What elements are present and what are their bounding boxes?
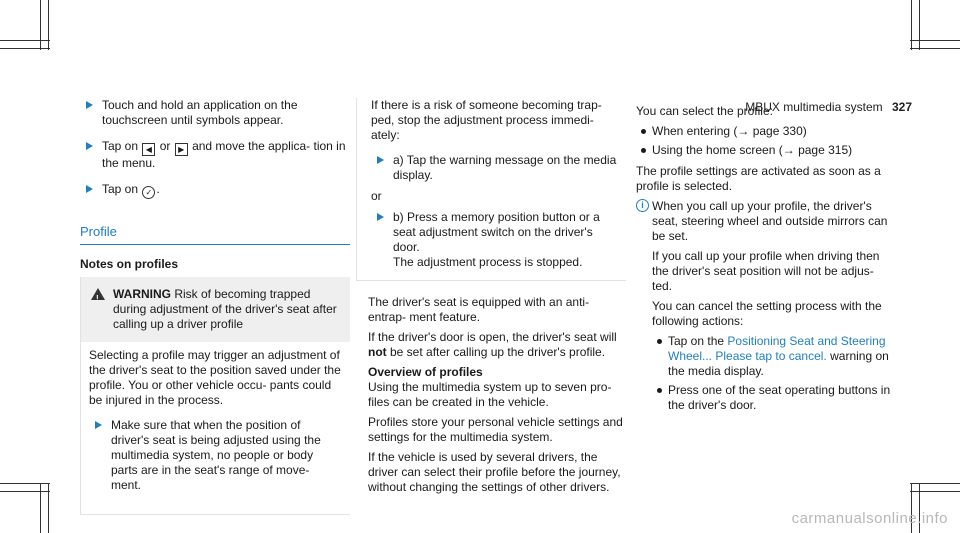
step-arrow-icon bbox=[377, 213, 384, 221]
crop-mark bbox=[910, 491, 960, 492]
step-text: Tap on bbox=[102, 139, 139, 153]
list-item: Using the home screen (→ page 315) bbox=[636, 143, 896, 158]
crop-mark bbox=[0, 491, 50, 492]
arrow-left-icon: ◀ bbox=[142, 143, 155, 156]
crop-mark bbox=[910, 48, 960, 49]
step-text: and move the applica- tion in the menu. bbox=[102, 139, 346, 170]
step-a bbox=[371, 153, 618, 183]
column-middle bbox=[356, 98, 626, 500]
crop-mark bbox=[0, 483, 50, 484]
warning-continuation bbox=[356, 98, 626, 281]
crop-mark bbox=[48, 0, 49, 50]
crop-mark bbox=[910, 483, 960, 484]
crop-mark bbox=[910, 40, 960, 41]
check-circle-icon: ✓ bbox=[142, 186, 155, 199]
step-text: Tap on bbox=[102, 182, 139, 196]
arrow-right-icon: ▶ bbox=[175, 143, 188, 156]
info-icon: i bbox=[636, 199, 649, 212]
watermark: carmanualsonline.info bbox=[791, 510, 948, 527]
crop-mark bbox=[0, 40, 50, 41]
warning-step bbox=[89, 418, 342, 493]
overview-heading: Overview of profiles bbox=[368, 365, 483, 379]
crop-mark bbox=[919, 0, 920, 50]
warning-text: Risk of becoming trapped during adjustment of the driver's seat after calling up a driver profile bbox=[113, 287, 337, 331]
step-b bbox=[371, 210, 618, 270]
step-arrow-icon bbox=[86, 101, 93, 109]
warning-paragraph: Selecting a profile may trigger an adjustment of the driver's seat to the position saved under the profile. You or other vehicle occu- pants could be injured in the process. bbox=[89, 348, 341, 407]
step-text: a) Tap the warning message on the media display. bbox=[393, 153, 617, 182]
warning-header bbox=[81, 277, 350, 342]
section-title: Profile bbox=[80, 224, 117, 239]
step-confirm: Tap on ✓ . bbox=[80, 182, 350, 199]
step-text: or bbox=[159, 139, 171, 153]
crop-mark bbox=[0, 48, 50, 49]
list-item: Press one of the seat operating buttons in the driver's door. bbox=[652, 383, 896, 413]
subsection-heading: Notes on profiles bbox=[80, 257, 179, 271]
list-item: When entering (→ page 330) bbox=[636, 124, 896, 139]
crop-mark bbox=[911, 0, 912, 50]
warning-triangle-icon: ! bbox=[91, 288, 105, 300]
column-right bbox=[636, 104, 896, 421]
paragraph: Using the multimedia system up to seven pro- files can be created in the vehicle. bbox=[368, 380, 612, 409]
list-item: Tap on the Positioning Seat and Steering Wheel... Please tap to cancel. warning on the media display. bbox=[652, 334, 896, 379]
paragraph: If the driver's door is open, the driver's seat will not be set after calling up the driver's profile. bbox=[368, 330, 617, 359]
paragraph: If the vehicle is used by several drivers, the driver can select their profile before the journey, without changing the settings of other drivers. bbox=[368, 450, 621, 494]
column-left bbox=[80, 98, 350, 515]
ui-message-text: Positioning Seat and Steering Wheel... Please tap to cancel. bbox=[668, 334, 886, 363]
step-arrow-icon bbox=[86, 185, 93, 193]
step-move-app bbox=[80, 139, 350, 171]
warning-box bbox=[80, 277, 350, 515]
paragraph: The driver's seat is equipped with an anti-entrap- ment feature. bbox=[368, 295, 590, 324]
warning-label: WARNING bbox=[113, 287, 171, 301]
paragraph: You can select the profile: bbox=[636, 104, 773, 118]
step-text: Touch and hold an application on the touchscreen until symbols appear. bbox=[102, 98, 298, 127]
step-text: b) Press a memory position button or a seat adjustment switch on the driver's door. bbox=[393, 210, 600, 254]
info-note: i When you call up your profile, the driver's seat, steering wheel and outside mirrors can be set. If you call up your profile when driving then the driver's seat position will not be adjus- ted. You can cancel the setting process with the following actions: Tap on the Positioning Seat and Steering Wheel... Please tap to cancel. warning on the media display. Press one of the seat operating buttons in the driver's door. bbox=[636, 199, 896, 413]
paragraph: The profile settings are activated as soon as a profile is selected. bbox=[636, 164, 881, 193]
crop-mark bbox=[40, 0, 41, 50]
paragraph: If there is a risk of someone becoming trap- ped, stop the adjustment process immedi- ately: bbox=[371, 98, 602, 142]
page-number: 327 bbox=[891, 100, 912, 114]
paragraph: Profiles store your personal vehicle settings and settings for the multimedia system. bbox=[368, 415, 623, 444]
or-text: or bbox=[371, 189, 382, 203]
step-arrow-icon bbox=[377, 156, 384, 164]
step-arrow-icon bbox=[86, 142, 93, 150]
step-text: Make sure that when the position of driver's seat is being adjusted using the multimedia system, no people or body parts are in the seat's range of move- ment. bbox=[111, 418, 321, 492]
crop-mark bbox=[48, 483, 49, 533]
step-result: The adjustment process is stopped. bbox=[393, 255, 583, 269]
section-divider bbox=[80, 244, 350, 245]
step-arrow-icon bbox=[95, 421, 102, 429]
header-title: MBUX multimedia system bbox=[745, 100, 883, 114]
step-touch-hold bbox=[80, 98, 350, 128]
